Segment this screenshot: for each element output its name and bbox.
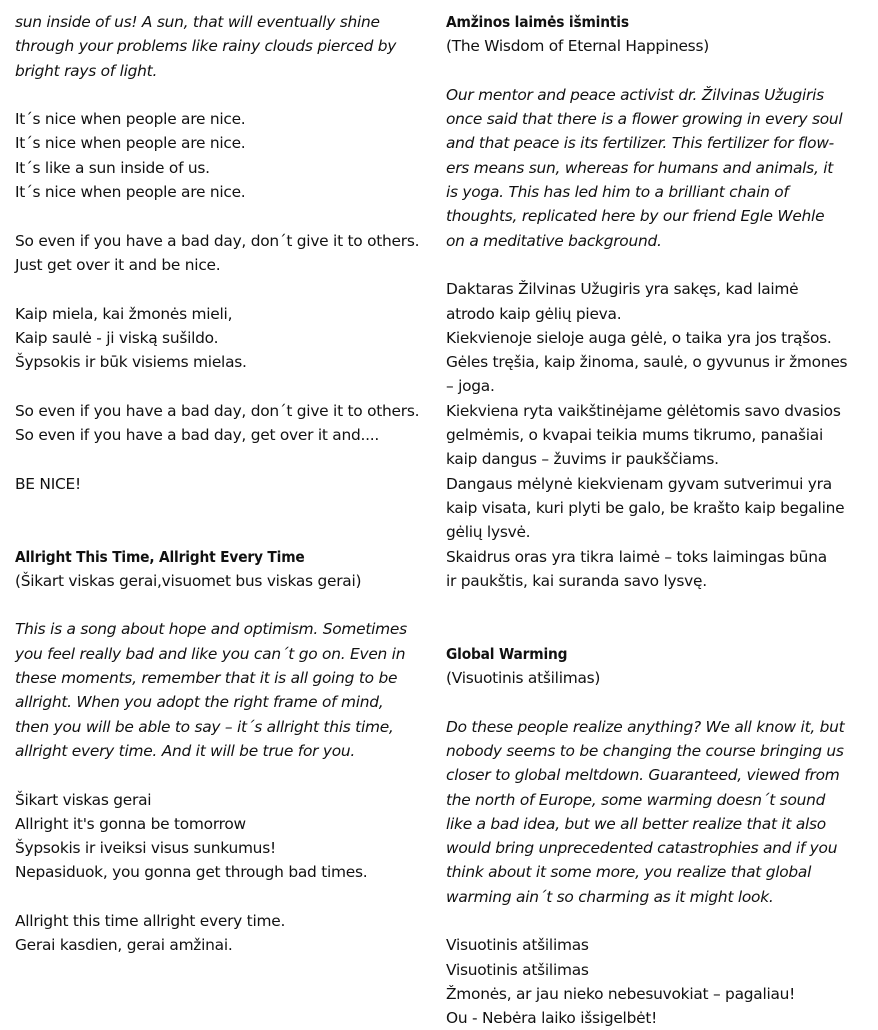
lyric-line: Ou - Nebėra laiko išsigelbėt! bbox=[446, 1009, 658, 1028]
lyric-line: Skaidrus oras yra tikra laimė – toks laimingas būna bbox=[446, 547, 827, 566]
text-line: allright. When you adopt the right frame of mind, bbox=[15, 693, 384, 712]
song-section bbox=[446, 10, 871, 593]
text-line: once said that there is a flower growing in every soul bbox=[446, 110, 843, 129]
lyric-line: atrodo kaip gėlių pieva. bbox=[446, 304, 622, 323]
lyric-line: Kaip saulė - ji viską sušildo. bbox=[15, 328, 219, 347]
song-subtitle: (Visuotinis atšilimas) bbox=[446, 669, 601, 688]
lyric-line: So even if you have a bad day, don´t give it to others. bbox=[15, 231, 420, 250]
text-line: you feel really bad and like you can´t go on. Even in bbox=[15, 644, 406, 663]
song-description bbox=[446, 715, 871, 909]
text-line: bright rays of light. bbox=[15, 61, 158, 80]
lyric-line: Dangaus mėlynė kiekvienam gyvam sutverimui yra bbox=[446, 474, 832, 493]
lyric-line: It´s nice when people are nice. bbox=[15, 110, 246, 129]
text-line: think about it some more, you realize that global bbox=[446, 863, 812, 882]
lyric-line: Kaip miela, kai žmonės mieli, bbox=[15, 304, 233, 323]
lyric-line: – joga. bbox=[446, 377, 495, 396]
lyric-line: Allright this time allright every time. bbox=[15, 911, 286, 930]
closing-line: BE NICE! bbox=[15, 474, 81, 493]
text-line: thoughts, replicated here by our friend Egle Wehle bbox=[446, 207, 825, 226]
song-section bbox=[15, 545, 430, 958]
lyric-line: Žmonės, ar jau nieko nebesuvokiat – pagaliau! bbox=[446, 984, 796, 1003]
lyric-line: Visuotinis atšilimas bbox=[446, 936, 589, 955]
text-line: would bring unprecedented catastrophies and if you bbox=[446, 839, 838, 858]
song-lyrics bbox=[446, 277, 871, 593]
song-subtitle: (Šikart viskas gerai,visuomet bus viskas gerai) bbox=[15, 571, 362, 590]
text-line: the north of Europe, some warming doesn´t sound bbox=[446, 790, 826, 809]
lyrics-verse bbox=[15, 399, 430, 448]
lyric-line: ir paukštis, kai suranda savo lysvę. bbox=[446, 571, 707, 590]
lyric-line: So even if you have a bad day, don´t give it to others. bbox=[15, 401, 420, 420]
lyrics-verse bbox=[15, 229, 430, 278]
song-title: Amžinos laimės išmintis bbox=[446, 13, 629, 31]
lyric-line: Just get over it and be nice. bbox=[15, 255, 221, 274]
lyric-line: Visuotinis atšilimas bbox=[446, 960, 589, 979]
text-line: This is a song about hope and optimism. Sometimes bbox=[15, 620, 407, 639]
lyrics-verse bbox=[15, 788, 430, 885]
text-line: is yoga. This has led him to a brilliant chain of bbox=[446, 183, 789, 202]
lyric-line: Nepasiduok, you gonna get through bad times. bbox=[15, 863, 368, 882]
song-title: Allright This Time, Allright Every Time bbox=[15, 547, 305, 566]
lyric-line: Šikart viskas gerai bbox=[15, 790, 152, 809]
text-line: warming ain´t so charming as it might look. bbox=[446, 887, 774, 906]
intro-paragraph bbox=[15, 10, 430, 83]
lyric-line: Šypsokis ir iveiksi visus sunkumus! bbox=[15, 839, 276, 858]
lyric-line: Gėles tręšia, kaip žinoma, saulė, o gyvunus ir žmones bbox=[446, 353, 848, 372]
text-line: ers means sun, whereas for humans and animals, it bbox=[446, 158, 834, 177]
lyric-line: So even if you have a bad day, get over it and.... bbox=[15, 426, 380, 445]
text-line: sun inside of us! A sun, that will eventually shine bbox=[15, 13, 380, 31]
lyric-line: Gerai kasdien, gerai amžinai. bbox=[15, 936, 233, 955]
song-subtitle: (The Wisdom of Eternal Happiness) bbox=[446, 37, 709, 56]
text-line: then you will be able to say – it´s allright this time, bbox=[15, 717, 394, 736]
text-line: on a meditative background. bbox=[446, 231, 662, 250]
song-section bbox=[446, 642, 871, 1030]
lyrics-verse bbox=[15, 909, 430, 958]
song-description bbox=[446, 83, 871, 253]
lyric-line: It´s nice when people are nice. bbox=[15, 183, 246, 202]
lyric-line: Daktaras Žilvinas Užugiris yra sakęs, kad laimė bbox=[446, 280, 799, 299]
lyric-line: Kiekviena ryta vaikštinėjame gėlėtomis savo dvasios bbox=[446, 401, 841, 420]
text-line: Our mentor and peace activist dr. Žilvinas Užugiris bbox=[446, 85, 824, 104]
lyric-line: kaip visata, kuri plyti be galo, be krašto kaip begaline bbox=[446, 498, 845, 517]
lyrics-verse bbox=[15, 107, 430, 204]
lyric-line: gėlių lysvė. bbox=[446, 523, 531, 542]
text-line: closer to global meltdown. Guaranteed, viewed from bbox=[446, 766, 840, 785]
left-column bbox=[15, 10, 430, 958]
text-line: nobody seems to be changing the course bringing us bbox=[446, 741, 844, 760]
lyrics-verse bbox=[15, 302, 430, 375]
right-column bbox=[446, 10, 871, 1030]
text-line: Do these people realize anything? We all know it, but bbox=[446, 717, 845, 736]
lyric-line: Allright it's gonna be tomorrow bbox=[15, 814, 246, 833]
lyric-line: It´s like a sun inside of us. bbox=[15, 158, 210, 177]
text-line: and that peace is its fertilizer. This fertilizer for flow- bbox=[446, 134, 834, 153]
text-line: allright every time. And it will be true for you. bbox=[15, 741, 356, 760]
lyric-line: Šypsokis ir būk visiems mielas. bbox=[15, 353, 247, 372]
lyric-line: Kiekvienoje sieloje auga gėlė, o taika yra jos trąšos. bbox=[446, 328, 832, 347]
song-title: Global Warming bbox=[446, 644, 568, 663]
text-line: through your problems like rainy clouds pierced by bbox=[15, 37, 397, 56]
lyric-line: It´s nice when people are nice. bbox=[15, 134, 246, 153]
text-line: like a bad idea, but we all better realize that it also bbox=[446, 814, 826, 833]
lyric-line: kaip dangus – žuvims ir paukščiams. bbox=[446, 450, 719, 469]
text-line: these moments, remember that it is all going to be bbox=[15, 669, 398, 688]
lyric-line: gelmėmis, o kvapai teikia mums tikrumo, panašiai bbox=[446, 426, 824, 445]
song-lyrics bbox=[446, 933, 871, 1030]
song-description bbox=[15, 617, 430, 763]
